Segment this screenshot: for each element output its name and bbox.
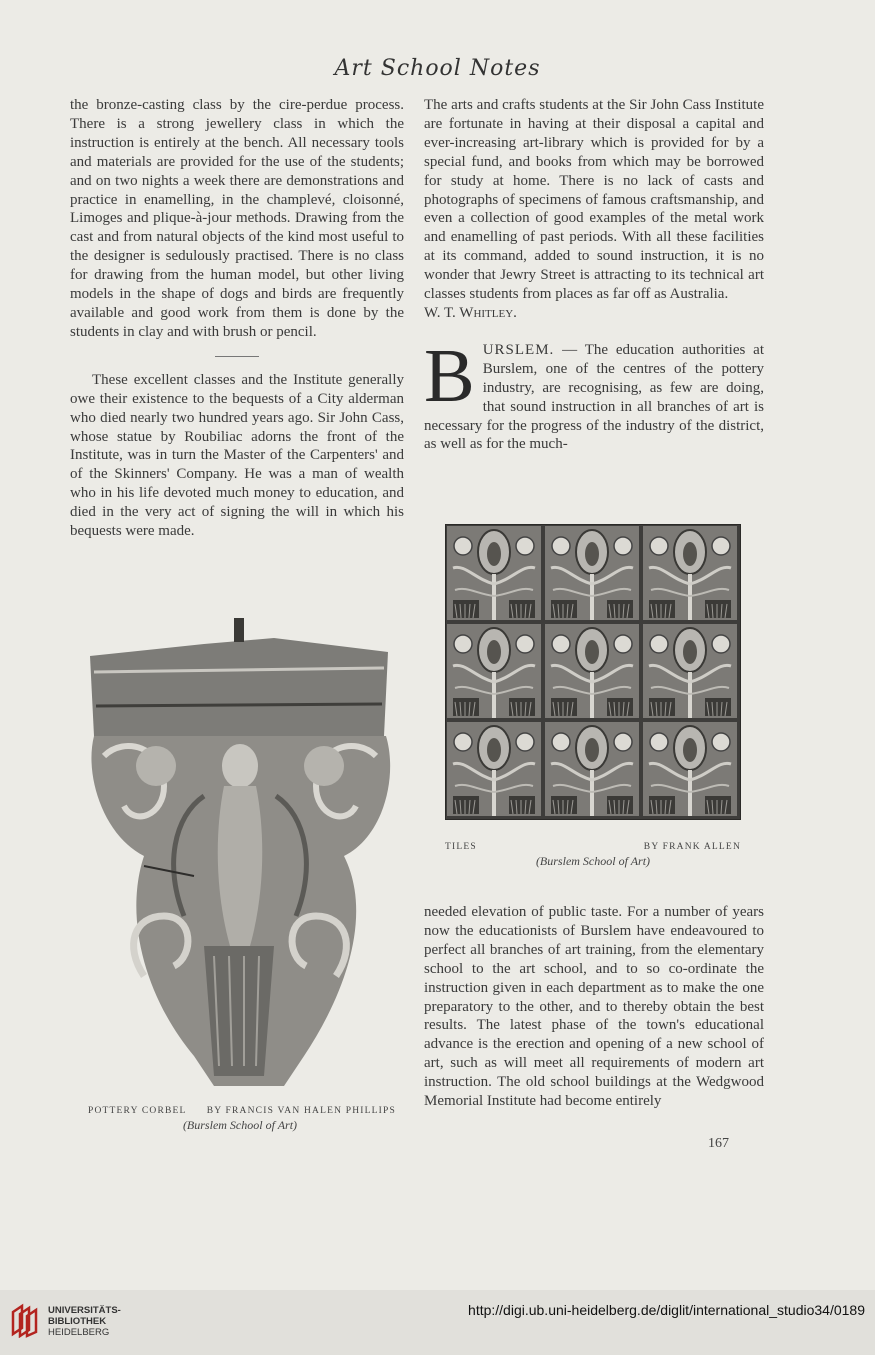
tiles-caption-school: (Burslem School of Art)	[535, 854, 651, 868]
burslem-paragraph	[424, 333, 764, 454]
author-signature: W. T. Whitley.	[424, 304, 517, 321]
page-number: 167	[708, 1136, 729, 1151]
library-name: UNIVERSITÄTS- BIBLIOTHEK HEIDELBERG	[48, 1305, 121, 1338]
right-paragraph-3: needed elevation of public taste. For a number of years now the educationists of Burslem have endeavoured to perfect all branches of art training, from the elementary school to the art school, and to so co-ordinate the instruction given in each department as to make the one preparatory to the other, and to thereby obtain the best results. The latest phase of the town's educational advance is the erection and opening of a new school of art, such as will meet all requirements of modern art instruction. The old school buildings at the Wedgwood Memorial Institute had become entirely	[424, 904, 764, 1110]
source-url-link[interactable]: http://digi.ub.uni-heidelberg.de/diglit/international_studio34/0189	[468, 1302, 865, 1318]
tiles-caption-title: TILES	[445, 842, 477, 852]
lead-word: URSLEM.	[482, 341, 555, 358]
left-paragraph-2: These excellent classes and the Institute generally owe their existence to the bequests of a City alderman who died nearly two hundred years ago. Sir John Cass, whose statue by Roubiliac adorns the front of the Institute, was in turn the Master of the Carpenters' and of the Skinners' Company. He was a man of wealth who in his life devoted much money to education, and died in the very act of signing the will in which his bequests were made.	[70, 371, 404, 540]
corbel-image	[84, 616, 396, 1102]
page-title: Art School Notes	[334, 56, 541, 81]
corbel-caption-artist: BY FRANCIS VAN HALEN PHILLIPS	[206, 1106, 396, 1116]
burslem-continuation	[424, 903, 764, 1111]
left-paragraph-1: the bronze-casting class by the cire-perdue process. There is a strong jewellery class in which the instruction is entirely at the bench. All necessary tools and materials are provided for the use of the students; and on two nights a week there are demonstrations and practice in enamelling, in the champlevé, cloisonné, Limoges and plique-à-jour methods. Drawing from the cast and from natural objects of the kind most useful to the designer is sedulously practised. There is no class for drawing from the human model, but other living models in the shape of dogs and birds are frequently available and good work from them is done by the students in clay and with brush or pencil.	[70, 97, 404, 340]
burslem-text: — The education authorities at Burslem, one of the centres of the pottery industry, are recognising, as few are doing, that sound instruction in all branches of art is necessary for the progress of the industry of the district, as well as for the much-	[424, 341, 764, 453]
left-column	[70, 96, 404, 541]
library-logo-icon	[10, 1302, 42, 1338]
section-divider	[215, 356, 259, 357]
tiles-image	[445, 524, 741, 820]
tiles-caption-artist: BY FRANK ALLEN	[643, 842, 741, 852]
drop-cap: B	[424, 333, 475, 418]
right-paragraph-1: The arts and crafts students at the Sir John Cass Institute are fortunate in having at their disposal a capital and ever-increasing art-library which is provided for by a special fund, and books from which may be borrowed for study at home. There is no lack of casts and photographs of specimens of famous craftsmanship, and even a collection of good examples of the metal work and enamelling of past periods. With all these facilities at its command, added to sound instruction, it is no wonder that Jewry Street is attracting to its technical art classes students from places as far off as Australia.	[424, 97, 764, 303]
right-column	[424, 96, 764, 454]
corbel-caption-title: POTTERY CORBEL	[88, 1106, 187, 1116]
library-footer	[0, 1290, 875, 1355]
corbel-caption-school: (Burslem School of Art)	[182, 1118, 298, 1132]
